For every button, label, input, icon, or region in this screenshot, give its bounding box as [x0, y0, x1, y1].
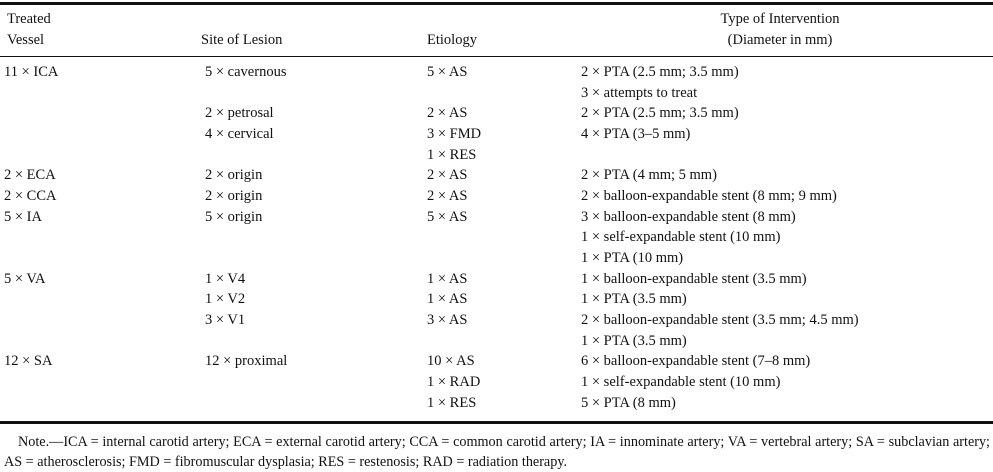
table-bottom-rule — [0, 421, 993, 424]
table-footnote: Note.—ICA = internal carotid artery; ECA = external carotid artery; CCA = common carotid artery; IA = innominate artery; VA = vertebral artery; SA = subclavian artery; AS = atherosclerosis; FMD = fibromuscular dysplasia; RES = restenosis; RAD = radiation therapy. — [4, 434, 990, 470]
cell-etiology: 5 × AS — [427, 64, 468, 80]
cell-site-of-lesion: 12 × proximal — [205, 353, 288, 370]
cell-etiology: 1 × RES — [427, 394, 477, 411]
cell-site-of-lesion: 2 × origin — [205, 167, 263, 184]
table-top-rule — [0, 2, 993, 5]
cell-intervention: 2 × balloon-expandable stent (3.5 mm; 4.5 mm) — [581, 311, 859, 328]
cell-site-of-lesion: 5 × origin — [205, 208, 263, 225]
table-row — [0, 227, 993, 248]
header-rule — [0, 56, 993, 57]
header-treated-vessel-line1: Treated — [7, 11, 51, 27]
header-type-of-intervention — [580, 9, 980, 51]
table-row — [0, 186, 993, 207]
cell-etiology: 1 × RES — [427, 146, 477, 163]
cell-etiology: 3 × FMD — [427, 125, 482, 142]
cell-site-of-lesion: 1 × V2 — [205, 291, 246, 308]
cell-site-of-lesion: 2 × petrosal — [205, 105, 274, 122]
table-row — [0, 62, 993, 83]
cell-site-of-lesion: 3 × V1 — [205, 311, 246, 328]
cell-intervention: 3 × attempts to treat — [581, 84, 698, 101]
cell-intervention: 1 × PTA (3.5 mm) — [581, 291, 687, 308]
table-row — [0, 248, 993, 269]
cell-etiology: 2 × AS — [427, 105, 468, 122]
table-row — [0, 269, 993, 290]
cell-site-of-lesion: 5 × cavernous — [205, 64, 287, 80]
table-row — [0, 310, 993, 331]
header-intervention-line1: Type of Intervention — [720, 11, 840, 27]
cell-intervention: 2 × PTA (4 mm; 5 mm) — [581, 167, 717, 184]
cell-treated-vessel: 2 × CCA — [4, 187, 57, 204]
cell-etiology: 5 × AS — [427, 208, 468, 225]
header-etiology: Etiology — [427, 32, 477, 48]
cell-intervention: 3 × balloon-expandable stent (8 mm) — [581, 208, 796, 225]
cell-treated-vessel: 5 × IA — [4, 208, 42, 225]
table-row — [0, 331, 993, 352]
cell-etiology: 2 × AS — [427, 187, 468, 204]
cell-intervention: 6 × balloon-expandable stent (7–8 mm) — [581, 353, 811, 370]
cell-etiology: 1 × AS — [427, 291, 468, 308]
cell-etiology: 1 × AS — [427, 270, 468, 287]
table-row — [0, 124, 993, 145]
table-row — [0, 207, 993, 228]
cell-etiology: 10 × AS — [427, 353, 475, 370]
cell-etiology: 1 × RAD — [427, 373, 481, 390]
cell-treated-vessel: 11 × ICA — [4, 64, 59, 80]
table-row — [0, 83, 993, 104]
cell-intervention: 2 × PTA (2.5 mm; 3.5 mm) — [581, 64, 739, 80]
cell-intervention: 4 × PTA (3–5 mm) — [581, 125, 691, 142]
header-treated-vessel-line2: Vessel — [7, 32, 45, 48]
table-row — [0, 145, 993, 166]
cell-intervention: 1 × PTA (10 mm) — [581, 249, 684, 266]
cell-etiology: 2 × AS — [427, 167, 468, 184]
header-treated-vessel — [7, 9, 51, 51]
cell-intervention: 1 × self-expandable stent (10 mm) — [581, 229, 781, 246]
cell-etiology: 3 × AS — [427, 311, 468, 328]
cell-treated-vessel: 5 × VA — [4, 270, 46, 287]
table-row — [0, 103, 993, 124]
table-row — [0, 165, 993, 186]
table-row — [0, 393, 993, 414]
cell-intervention: 1 × self-expandable stent (10 mm) — [581, 373, 781, 390]
header-site-of-lesion: Site of Lesion — [201, 32, 283, 48]
table-row — [0, 289, 993, 310]
cell-site-of-lesion: 4 × cervical — [205, 125, 274, 142]
cell-intervention: 1 × PTA (3.5 mm) — [581, 332, 687, 349]
cell-intervention: 1 × balloon-expandable stent (3.5 mm) — [581, 270, 807, 287]
table-row — [0, 351, 993, 372]
cell-treated-vessel: 12 × SA — [4, 353, 53, 370]
cell-intervention: 2 × PTA (2.5 mm; 3.5 mm) — [581, 105, 739, 122]
cell-site-of-lesion: 1 × V4 — [205, 270, 246, 287]
cell-treated-vessel: 2 × ECA — [4, 167, 56, 184]
header-intervention-line2: (Diameter in mm) — [727, 32, 833, 48]
table-row — [0, 372, 993, 393]
cell-intervention: 2 × balloon-expandable stent (8 mm; 9 mm) — [581, 187, 837, 204]
table-body — [0, 62, 993, 413]
cell-intervention: 5 × PTA (8 mm) — [581, 394, 676, 411]
cell-site-of-lesion: 2 × origin — [205, 187, 263, 204]
